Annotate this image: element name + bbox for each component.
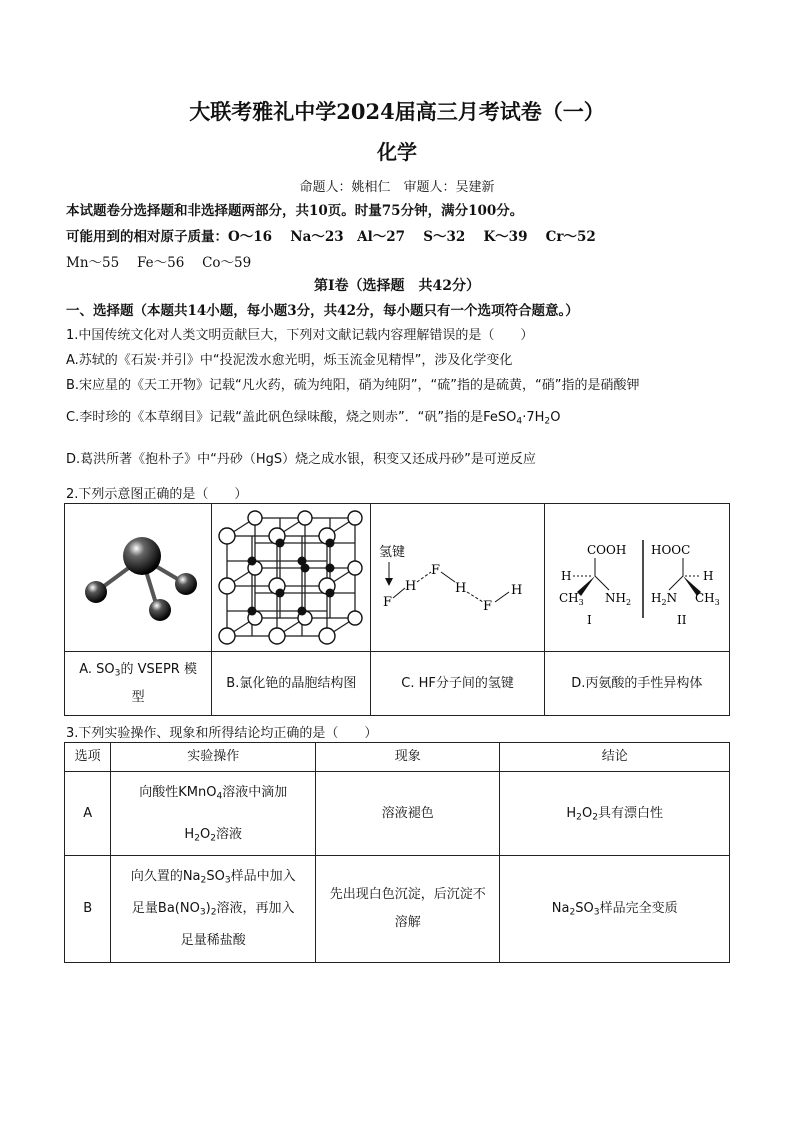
caption-c: C. HF分子间的氢键 <box>371 652 544 716</box>
q3-row-a-option: A <box>65 772 111 856</box>
caption-d: D.丙氨酸的手性异构体 <box>544 652 729 716</box>
cscl-unit-cell-image <box>215 506 367 646</box>
q3-header-operation: 实验操作 <box>111 743 316 772</box>
atom-f2: F <box>430 562 440 578</box>
q3-header-option: 选项 <box>65 743 111 772</box>
q3-row-b-operation: 向久置的$Na_2SO_3$样品中加入 足量$Ba(NO_3)_2$溶液，再加入 足量稀盐酸 <box>111 856 316 963</box>
intro-line-3: Mn～55 Fe～56 Co～59 <box>66 255 252 271</box>
atom-h3: H <box>510 582 522 598</box>
authors-line: 命题人：姚相仁 审题人：吴建新 <box>299 180 495 195</box>
hf-hydrogen-bond-image <box>375 506 541 646</box>
atom-h2: H <box>454 580 466 596</box>
q1-option-b: B.宋应星的《天工开物》记载“凡火药，硫为纯阳，硝为纯阴”，“硫”指的是硫黄，“硝”指的是硝酸钾 <box>66 378 640 393</box>
q2-stem: 2.下列示意图正确的是（ ） <box>66 487 248 502</box>
alanine-enantiomers-image <box>547 506 727 646</box>
q1-stem: 1.中国传统文化对人类文明贡献巨大，下列对文献记载内容理解错误的是（ ） <box>66 328 534 343</box>
left-cooh: COOH <box>586 542 627 557</box>
atom-h1: H <box>404 578 416 594</box>
subject-title: 化学 <box>377 140 417 164</box>
q1-option-c: C.李时珍的《本草纲目》记载“盖此矾色绿味酸，烧之则赤”．“矾”指的是$FeSO_4\cdot 7H_2O$ <box>66 410 561 427</box>
q3-row-b-phenomenon: 先出现白色沉淀，后沉淀不 溶解 <box>316 856 500 963</box>
figure-c-cell <box>371 504 544 652</box>
right-h: H <box>702 568 714 583</box>
left-ch3: $CH_3$ <box>558 590 584 607</box>
q1-option-a: A.苏轼的《石炭·并引》中“投泥泼水愈光明，烁玉流金见精悍”，涉及化学变化 <box>66 353 513 368</box>
intro-line-2: 可能用到的相对原子质量：O～16 Na～23 Al～27 S～32 K～39 Cr～52 <box>66 229 596 245</box>
q3-row-a-conclusion: $H_2O_2$具有漂白性 <box>500 772 730 856</box>
intro-line-1: 本试题卷分选择题和非选择题两部分，共10页。时量75分钟，满分100分。 <box>66 203 524 219</box>
right-h2n: $H_2N$ <box>650 590 677 607</box>
q3-header-conclusion: 结论 <box>500 743 730 772</box>
atom-f1: F <box>382 594 392 610</box>
q1-option-d: D.葛洪所著《抱朴子》中“丹砂（HgS）烧之成水银，积变又还成丹砂”是可逆反应 <box>66 452 536 467</box>
figure-a-cell <box>65 504 212 652</box>
so3-vsepr-model-image <box>68 506 208 646</box>
caption-a: A. $SO_3$的 VSEPR 模 型 <box>65 652 212 716</box>
hydrogen-bond-label: 氢键 <box>378 544 405 560</box>
right-label: II <box>676 612 687 627</box>
figure-d-cell <box>544 504 729 652</box>
q3-row-b-option: B <box>65 856 111 963</box>
caption-b: B.氯化铯的晶胞结构图 <box>212 652 371 716</box>
right-ch3: $CH_3$ <box>694 590 720 607</box>
q3-header-phenomenon: 现象 <box>316 743 500 772</box>
left-label: I <box>586 612 592 627</box>
atom-f3: F <box>482 598 492 614</box>
left-h: H <box>560 568 572 583</box>
q3-row-a-phenomenon: 溶液褪色 <box>316 772 500 856</box>
q3-table <box>64 742 730 963</box>
part1-heading: 第Ⅰ卷（选择题 共42分） <box>313 278 481 294</box>
left-nh2: $NH_2$ <box>604 590 631 607</box>
section-heading: 一、选择题（本题共14小题，每小题3分，共42分，每小题只有一个选项符合题意。） <box>66 303 579 319</box>
q3-row-b-conclusion: $Na_2SO_3$样品完全变质 <box>500 856 730 963</box>
q3-row-a-operation: 向酸性KMnO$_4$溶液中滴加 $H_2O_2$溶液 <box>111 772 316 856</box>
q3-stem: 3.下列实验操作、现象和所得结论均正确的是（ ） <box>66 726 378 741</box>
exam-title: 大联考雅礼中学2024届高三月考试卷（一） <box>189 99 605 124</box>
figure-b-cell <box>212 504 371 652</box>
right-hooc: HOOC <box>650 542 691 557</box>
q2-figure-table <box>64 503 730 716</box>
